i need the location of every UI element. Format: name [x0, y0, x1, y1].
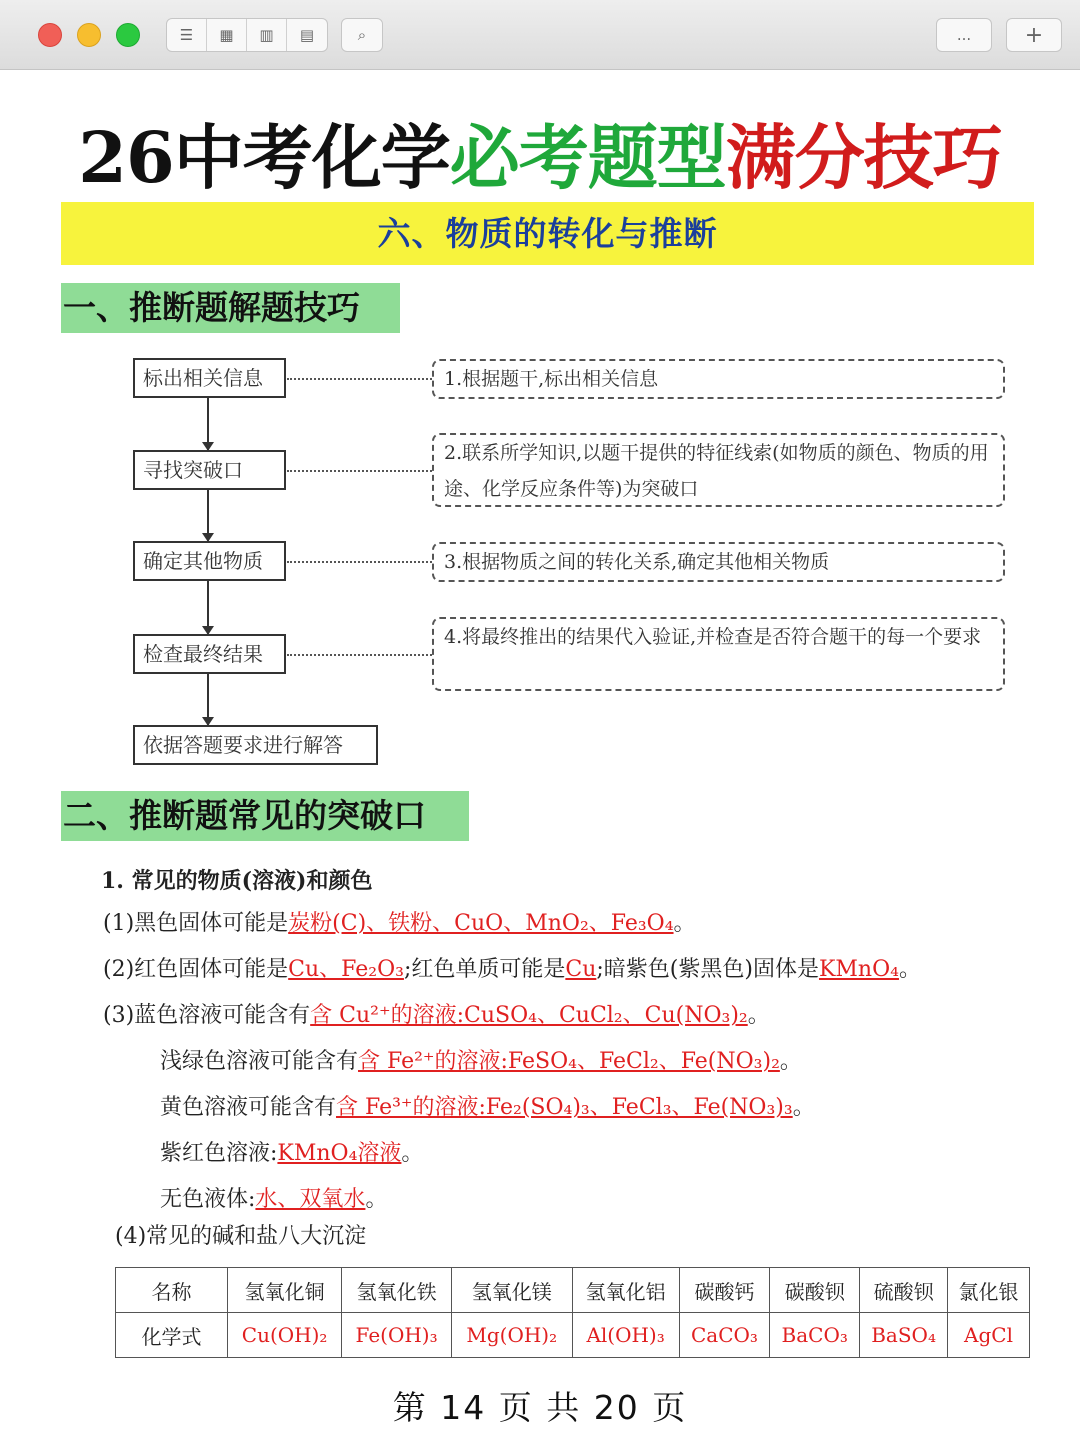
- table-cell: 氢氧化铝: [572, 1268, 679, 1313]
- table-cell: Al(OH)₃: [572, 1313, 679, 1358]
- color-line-6: [160, 1139, 423, 1169]
- answer-text: 水、双氧水: [255, 1187, 366, 1212]
- table-cell: CaCO₃: [679, 1313, 770, 1358]
- answer-text: Cu、Fe₂O₃: [288, 957, 404, 982]
- line-period: 。: [779, 1049, 802, 1074]
- flow-connector: [287, 561, 432, 563]
- table-cell: Mg(OH)₂: [451, 1313, 572, 1358]
- color-line-7: [160, 1185, 387, 1215]
- table-cell: AgCl: [948, 1313, 1030, 1358]
- table-cell: 氢氧化铁: [342, 1268, 452, 1313]
- line-text: 黄色溶液可能含有: [160, 1095, 337, 1120]
- close-window-button[interactable]: [38, 23, 62, 47]
- more-button[interactable]: ...: [956, 26, 972, 44]
- table-cell: BaCO₃: [770, 1313, 860, 1358]
- flow-arrow: [207, 490, 209, 541]
- color-line-3: [103, 1001, 770, 1031]
- add-button[interactable]: +: [1024, 22, 1044, 48]
- line-period: 。: [792, 1095, 815, 1120]
- flow-note-3: 3.根据物质之间的转化关系,确定其他相关物质: [432, 542, 1005, 582]
- table-cell: 碳酸钙: [679, 1268, 770, 1313]
- line-text: 浅绿色溶液可能含有: [160, 1049, 359, 1074]
- calendar-icon[interactable]: ▤: [299, 26, 315, 44]
- page-title: [0, 102, 1080, 203]
- line-text: ;暗紫色(紫黑色)固体是: [596, 957, 819, 982]
- table-cell: 氢氧化镁: [451, 1268, 572, 1313]
- flow-step-2: 寻找突破口: [133, 450, 286, 490]
- add-toolbar: [1006, 18, 1062, 52]
- section-2-heading: 二、推断题常见的突破口: [61, 791, 469, 841]
- title-part-1: 26中考化学: [78, 116, 450, 199]
- line-period: 。: [401, 1141, 424, 1166]
- map-icon[interactable]: ▥: [247, 19, 287, 51]
- table-cell: BaSO₄: [860, 1313, 948, 1358]
- list-icon[interactable]: ☰: [167, 19, 207, 51]
- color-line-5: [160, 1093, 815, 1123]
- precipitate-heading: (4)常见的碱和盐八大沉淀: [115, 1224, 367, 1249]
- flow-arrow: [207, 581, 209, 634]
- table-cell: 氯化银: [948, 1268, 1030, 1313]
- table-row: [116, 1268, 1030, 1313]
- precipitate-table: [115, 1267, 1030, 1358]
- line-text: 紫红色溶液:: [160, 1141, 278, 1166]
- answer-text: 含 Fe³⁺的溶液:Fe₂(SO₄)₃、FeCl₃、Fe(NO₃)₃: [336, 1095, 793, 1120]
- table-row: [116, 1313, 1030, 1358]
- table-cell: Fe(OH)₃: [342, 1313, 452, 1358]
- line-period: 。: [365, 1187, 388, 1212]
- more-toolbar: [936, 18, 992, 52]
- line-text: ;红色单质可能是: [403, 957, 566, 982]
- answer-text: 炭粉(C)、铁粉、CuO、MnO₂、Fe₃O₄: [288, 911, 674, 936]
- flow-connector: [287, 378, 432, 380]
- section-1-heading: 一、推断题解题技巧: [61, 283, 400, 333]
- color-line-4: [160, 1047, 802, 1077]
- flow-step-5: 依据答题要求进行解答: [133, 725, 378, 765]
- line-period: 。: [898, 957, 921, 982]
- line-text: (2)红色固体可能是: [103, 957, 289, 982]
- table-cell: 氢氧化铜: [228, 1268, 342, 1313]
- title-part-2: 必考题型: [449, 116, 726, 199]
- table-cell: Cu(OH)₂: [228, 1313, 342, 1358]
- line-period: 。: [747, 1003, 770, 1028]
- flow-connector: [287, 470, 432, 472]
- answer-text: Cu: [565, 957, 597, 982]
- flow-connector: [287, 654, 432, 656]
- zoom-window-button[interactable]: [116, 23, 140, 47]
- view-toolbar: [166, 18, 328, 52]
- table-row-label: 名称: [116, 1268, 228, 1313]
- table-row-label: 化学式: [116, 1313, 228, 1358]
- subsection-title: 1. 常见的物质(溶液)和颜色: [101, 868, 373, 894]
- search-icon[interactable]: ⌕: [357, 26, 367, 44]
- table-cell: 碳酸钡: [770, 1268, 860, 1313]
- answer-text: 含 Cu²⁺的溶液:CuSO₄、CuCl₂、Cu(NO₃)₂: [310, 1003, 748, 1028]
- flow-note-2: 2.联系所学知识,以题干提供的特征线索(如物质的颜色、物质的用途、化学反应条件等)为突破口: [432, 433, 1005, 507]
- answer-text: 含 Fe²⁺的溶液:FeSO₄、FeCl₂、Fe(NO₃)₂: [358, 1049, 780, 1074]
- line-text: (1)黑色固体可能是: [103, 911, 289, 936]
- line-text: 无色液体:: [160, 1187, 256, 1212]
- flow-step-4: 检查最终结果: [133, 634, 286, 674]
- minimize-window-button[interactable]: [77, 23, 101, 47]
- window-titlebar: [0, 0, 1080, 70]
- flow-arrow: [207, 674, 209, 725]
- chapter-banner: 六、物质的转化与推断: [61, 202, 1034, 265]
- search-toolbar: [341, 18, 383, 52]
- flow-step-3: 确定其他物质: [133, 541, 286, 581]
- answer-text: KMnO₄溶液: [277, 1141, 402, 1166]
- color-line-1: [103, 909, 696, 939]
- title-part-3: 满分技巧: [725, 116, 1002, 199]
- flow-note-1: 1.根据题干,标出相关信息: [432, 359, 1005, 399]
- flow-note-4: 4.将最终推出的结果代入验证,并检查是否符合题干的每一个要求: [432, 617, 1005, 691]
- line-period: 。: [673, 911, 696, 936]
- grid-icon[interactable]: ▦: [207, 19, 247, 51]
- flow-arrow: [207, 398, 209, 450]
- flow-step-1: 标出相关信息: [133, 358, 286, 398]
- line-text: (3)蓝色溶液可能含有: [103, 1003, 311, 1028]
- color-line-2: [103, 955, 921, 985]
- page-number: 第 14 页 共 20 页: [392, 1388, 688, 1427]
- table-cell: 硫酸钡: [860, 1268, 948, 1313]
- answer-text: KMnO₄: [818, 957, 899, 982]
